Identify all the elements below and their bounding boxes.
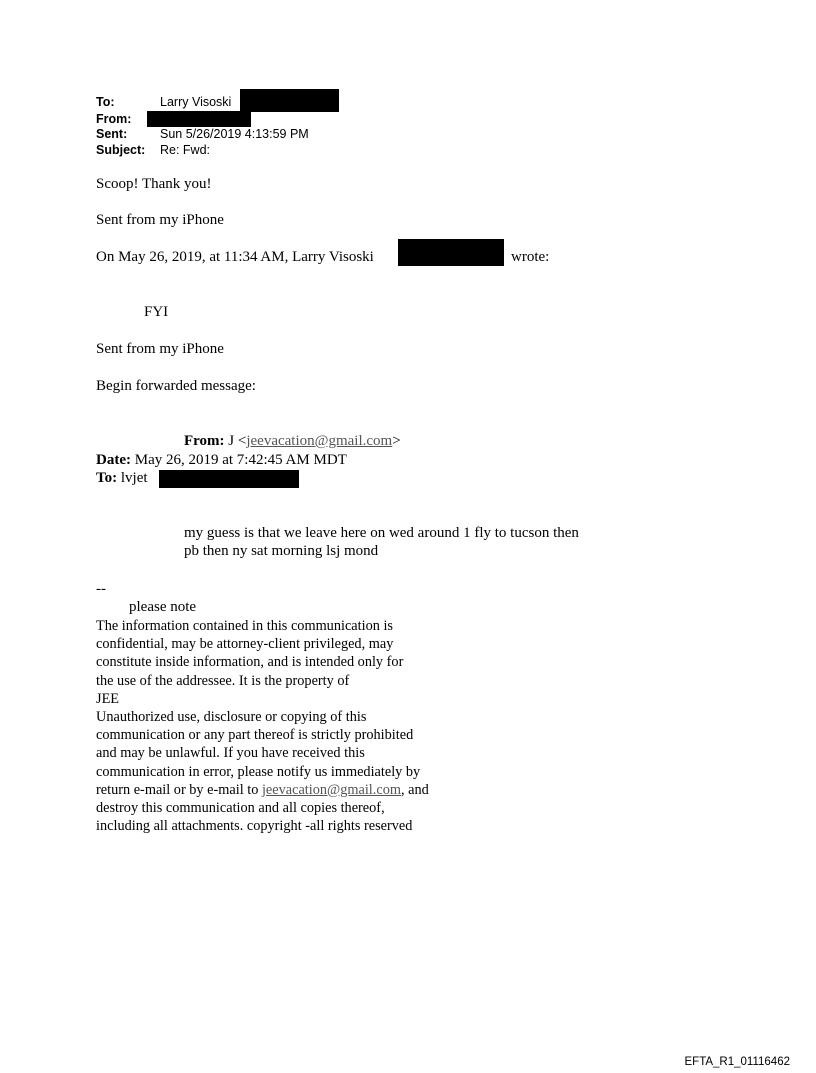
quote-intro xyxy=(96,248,374,266)
header-subject-value: Re: Fwd: xyxy=(160,143,211,157)
redaction-box xyxy=(398,239,504,266)
begin-forwarded: Begin forwarded message: xyxy=(96,378,256,394)
disclaimer-line: confidential, may be attorney-client privileged, may xyxy=(96,636,394,653)
header-sent-label: Sent: xyxy=(96,127,128,141)
disclaimer-line: destroy this communication and all copies thereof, xyxy=(96,800,385,817)
redaction-box xyxy=(147,111,251,127)
reply-signature: Sent from my iPhone xyxy=(96,212,224,228)
forward-signature: Sent from my iPhone xyxy=(96,341,224,357)
forward-date xyxy=(96,451,347,469)
disclaimer-line: JEE xyxy=(96,690,120,707)
disclaimer-line: and may be unlawful. If you have received this xyxy=(96,745,365,762)
forward-from-label: From: xyxy=(184,433,225,449)
disclaimer-email-link[interactable]: jeevacation@gmail.com xyxy=(261,781,401,798)
disclaimer-line: communication or any part thereof is strictly prohibited xyxy=(96,727,414,744)
signature-dashes: -- xyxy=(96,581,106,597)
message-line-2: pb then ny sat morning lsj mond xyxy=(184,543,379,559)
disclaimer-return-after: , and xyxy=(400,781,429,798)
disclaimer-block xyxy=(96,617,429,835)
quote-intro-before: On May 26, 2019, at 11:34 AM, Larry Visoski xyxy=(96,249,374,265)
header-to-label: To: xyxy=(96,95,115,109)
reply-line: Scoop! Thank you! xyxy=(96,176,212,192)
document-id: EFTA_R1_01116462 xyxy=(684,1056,790,1068)
forward-date-value: May 26, 2019 at 7:42:45 AM MDT xyxy=(134,452,347,468)
redaction-box xyxy=(240,89,339,112)
forward-date-label: Date: xyxy=(96,452,131,468)
message-line-1: my guess is that we leave here on wed around 1 fly to tucson then xyxy=(184,525,579,541)
disclaimer-line xyxy=(96,781,429,799)
quote-intro-after: wrote: xyxy=(511,249,550,265)
please-note: please note xyxy=(129,599,197,615)
header-from-label: From: xyxy=(96,112,132,126)
disclaimer-return-before: return e-mail or by e-mail to xyxy=(96,781,262,798)
fyi-text: FYI xyxy=(144,304,169,320)
disclaimer-line: communication in error, please notify us immediately by xyxy=(96,763,421,780)
disclaimer-line: The information contained in this communication is xyxy=(96,618,393,634)
header-sent-value: Sun 5/26/2019 4:13:59 PM xyxy=(160,127,309,141)
header-subject-label: Subject: xyxy=(96,143,146,157)
forward-to-label: To: xyxy=(96,470,118,486)
forward-from xyxy=(184,432,401,450)
forward-from-email[interactable]: jeevacation@gmail.com xyxy=(246,433,393,449)
forward-from-name: J < xyxy=(228,433,247,449)
disclaimer-line: constitute inside information, and is intended only for xyxy=(96,654,404,671)
forward-from-end: > xyxy=(392,433,401,449)
header-to-value: Larry Visoski xyxy=(160,95,232,109)
forward-to-value: lvjet xyxy=(120,470,148,486)
redaction-box xyxy=(159,470,299,488)
forward-to xyxy=(96,469,148,487)
disclaimer-line: Unauthorized use, disclosure or copying of this xyxy=(96,709,367,726)
disclaimer-line: the use of the addressee. It is the property of xyxy=(96,672,350,689)
disclaimer-line: including all attachments. copyright -all rights reserved xyxy=(96,818,413,835)
